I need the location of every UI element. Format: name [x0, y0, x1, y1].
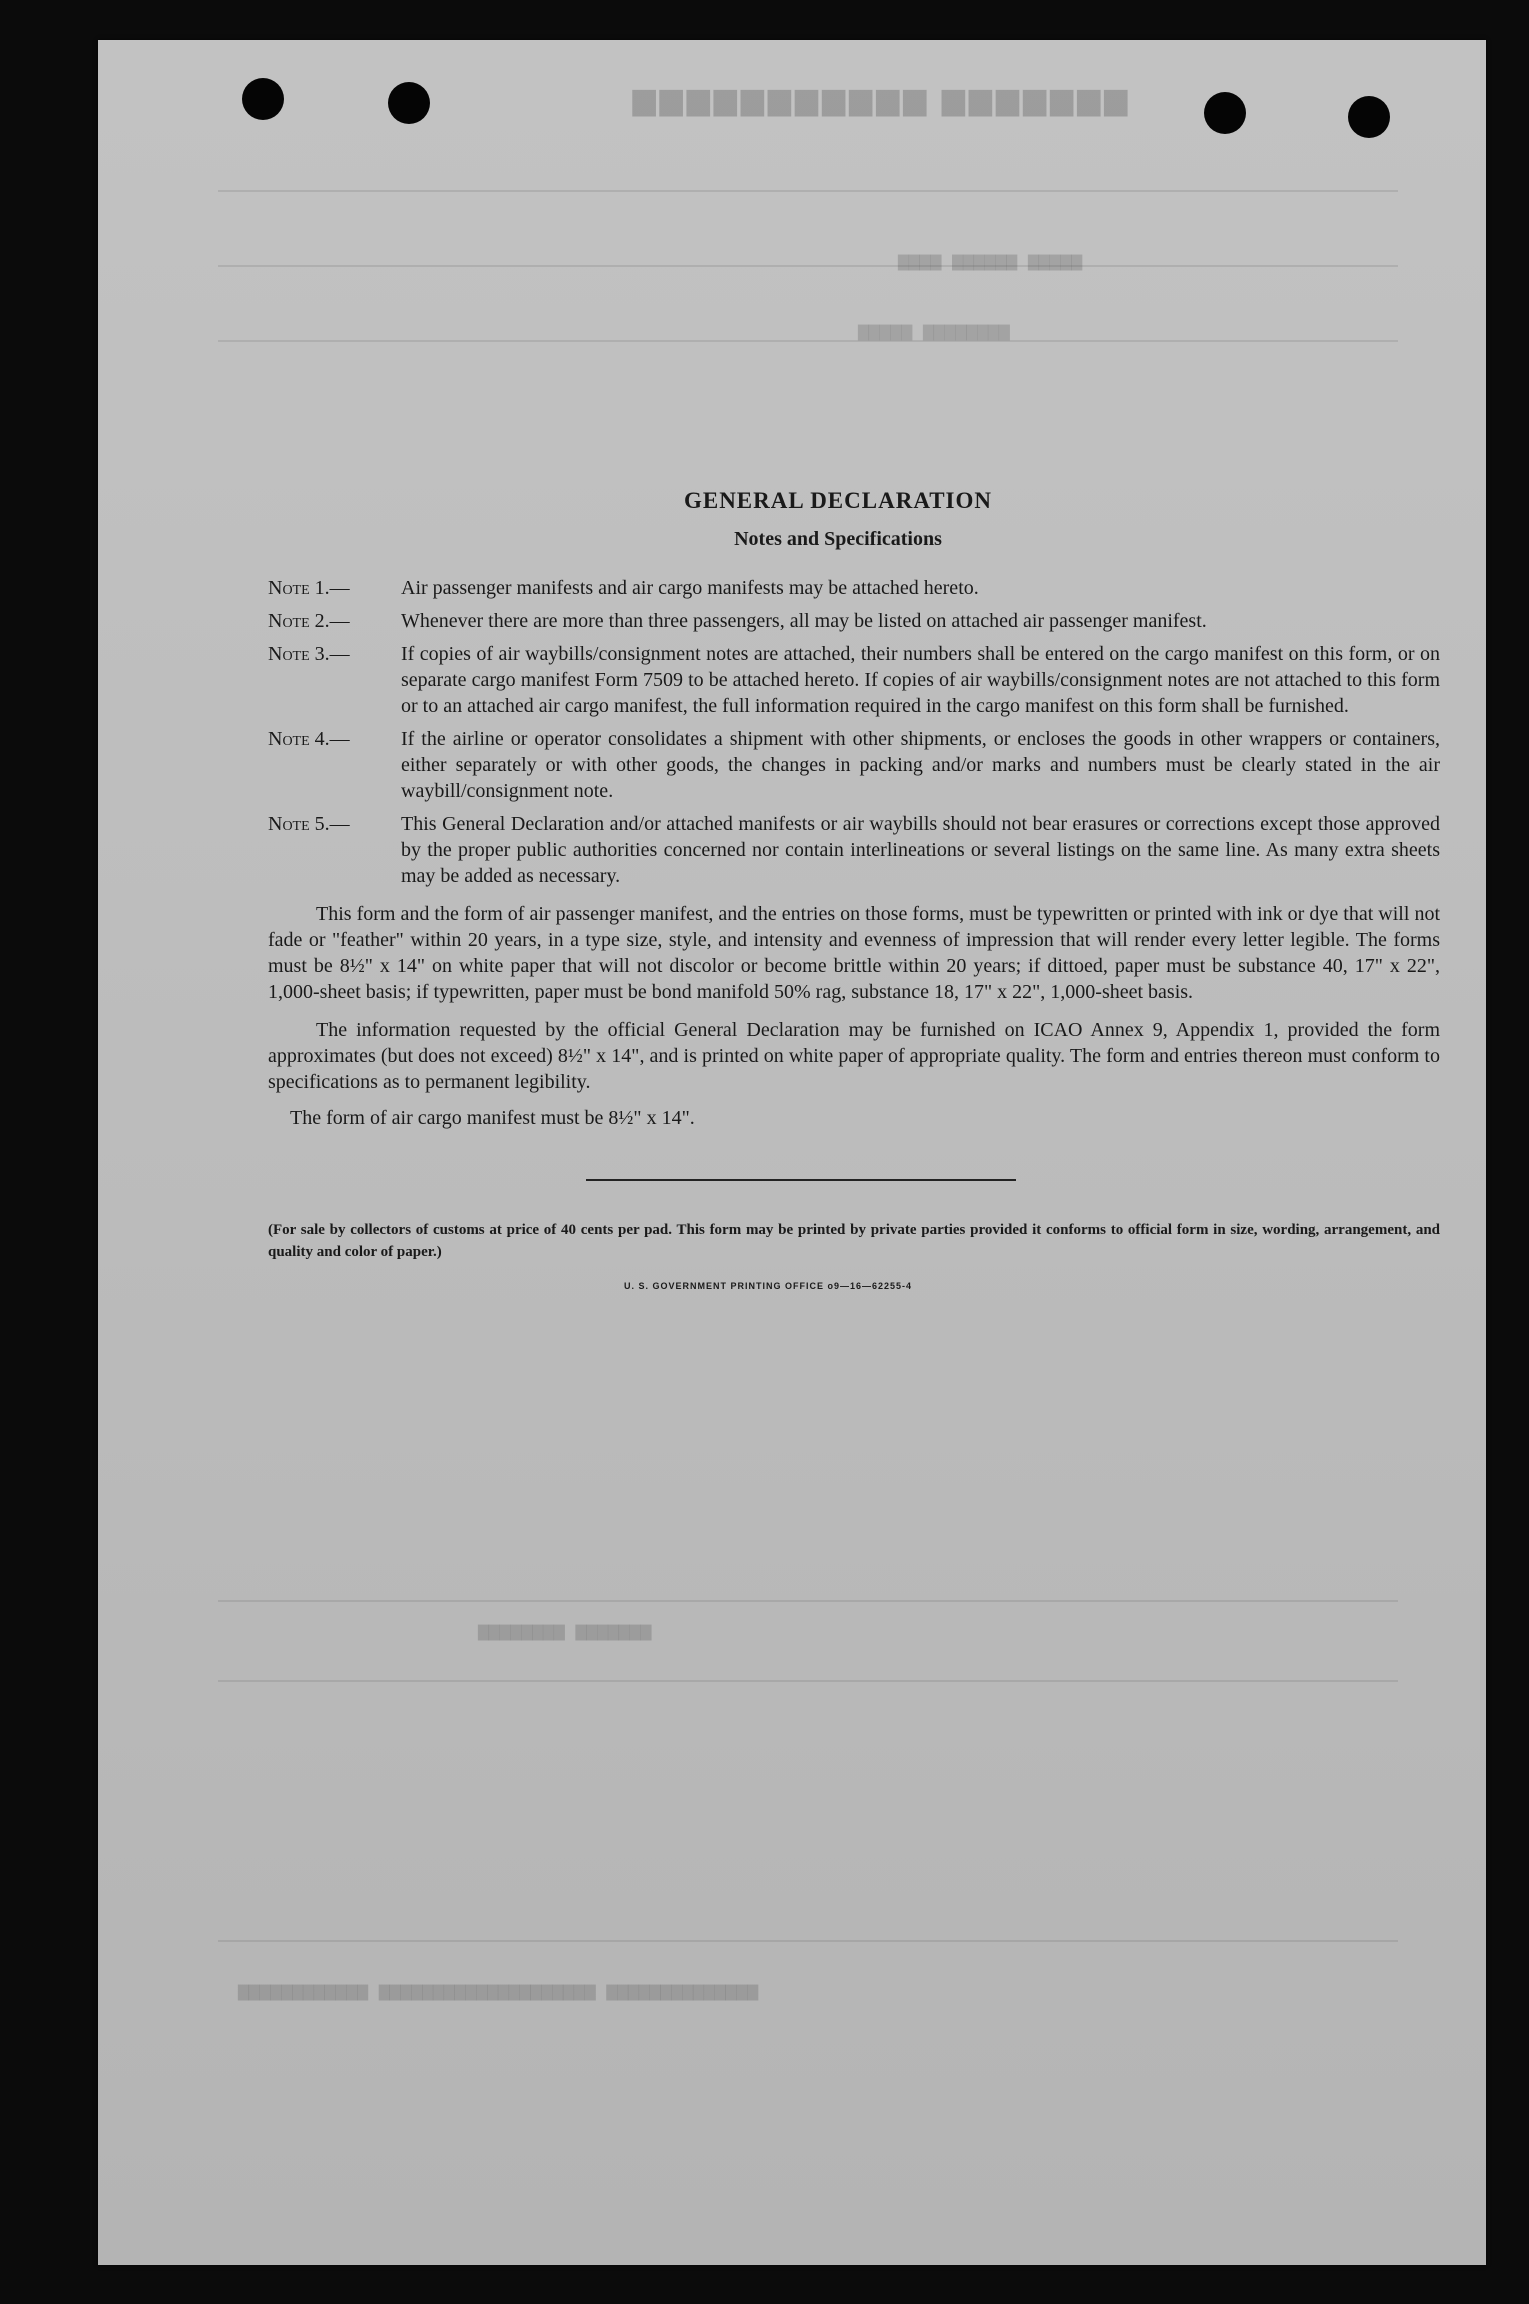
- printing-office-imprint: U. S. GOVERNMENT PRINTING OFFICE o9—16—62255-4: [623, 1281, 913, 1291]
- show-through-line: [218, 1680, 1398, 1682]
- sale-notice: (For sale by collectors of customs at price of 40 cents per pad. This form may be printed by private parties provided it conforms to official form in size, wording, arrangement, and quality and color of paper.): [268, 1222, 1440, 1260]
- note-text: If the airline or operator consolidates a shipment with other shipments, or encloses the goods in other wrappers or containers, either separately or with other goods, the changes in packing and/or marks and numbers must be clearly stated in the air waybill/consignment note.: [401, 728, 1440, 802]
- note-text: This General Declaration and/or attached manifests or air waybills should not bear erasures or corrections except those approved by the proper public authorities concerned nor contain interlineations or several listings on the same line. As many extra sheets may be added as necessary.: [401, 813, 1440, 887]
- show-through-text: ▆▆▆▆▆ ▆▆▆▆▆▆ ▆▆▆▆: [898, 252, 1083, 272]
- punch-hole-right-1: [1204, 92, 1246, 134]
- punch-hole-right-2: [1348, 96, 1390, 138]
- show-through-line: [218, 1600, 1398, 1602]
- note-1: [268, 575, 1440, 601]
- note-label: Note 4.—: [268, 728, 350, 750]
- note-label: Note 2.—: [268, 610, 350, 632]
- paragraph-cargo-manifest-size: The form of air cargo manifest must be 8½" x 14".: [290, 1107, 695, 1129]
- note-4: [268, 726, 1440, 804]
- document-page: [98, 40, 1486, 2265]
- paragraph-icao: The information requested by the official General Declaration may be furnished on ICAO Annex 9, Appendix 1, provided the form approximates (but does not exceed) 8½" x 14", and is printed on white paper of appropriate quality. The form and entries thereon must conform to specifications as to permanent legibility.: [268, 1019, 1440, 1093]
- note-text: Whenever there are more than three passengers, all may be listed on attached air passenger manifest.: [401, 610, 1207, 632]
- document-content: [268, 488, 1440, 1291]
- document-title: GENERAL DECLARATION: [683, 488, 993, 513]
- note-2: [268, 608, 1440, 634]
- show-through-text: ▆▆▆▆▆▆▆▆▆▆▆▆▆▆ ▆▆▆▆▆▆▆▆▆▆▆▆▆▆▆▆▆▆▆▆ ▆▆▆▆▆▆▆▆▆▆▆▆: [238, 1982, 759, 2002]
- note-label: Note 1.—: [268, 577, 350, 599]
- paragraph-form-requirements: This form and the form of air passenger manifest, and the entries on those forms, must be typewritten or printed with ink or dye that will not fade or "feather" within 20 years, in a type size, style, and intensity and evenness of impression that will render every letter legible. The forms must be 8½" x 14" on white paper that will not discolor or become brittle within 20 years; if dittoed, paper must be substance 40, 17" x 22", 1,000-sheet basis; if typewritten, paper must be bond manifold 50% rag, substance 18, 17" x 22", 1,000-sheet basis.: [268, 903, 1440, 1003]
- note-label: Note 3.—: [268, 643, 350, 665]
- note-label: Note 5.—: [268, 813, 350, 835]
- show-through-line: [218, 340, 1398, 342]
- show-through-text: ▆▆▆▆▆▆▆▆ ▆▆▆▆▆: [858, 322, 1010, 342]
- punch-hole-left-1: [242, 78, 284, 120]
- show-through-line: [218, 1940, 1398, 1942]
- show-through-line: [218, 190, 1398, 192]
- punch-hole-left-2: [388, 82, 430, 124]
- note-5: [268, 811, 1440, 889]
- note-3: [268, 641, 1440, 719]
- show-through-heading: ▆▆▆▆▆▆▆ ▆▆▆▆▆▆▆▆▆▆▆: [628, 83, 1128, 116]
- document-subtitle: Notes and Specifications: [734, 528, 942, 550]
- divider-rule: [586, 1179, 1016, 1181]
- note-text: If copies of air waybills/consignment notes are attached, their numbers shall be entered on the cargo manifest on this form, or on separate cargo manifest Form 7509 to be attached hereto. If copies of air waybills/consignment notes are not attached to this form or to an attached air cargo manifest, the full information required in the cargo manifest on this form shall be furnished.: [401, 643, 1440, 717]
- show-through-text: ▆▆▆▆▆▆▆ ▆▆▆▆▆▆▆▆: [478, 1622, 652, 1642]
- note-text: Air passenger manifests and air cargo manifests may be attached hereto.: [401, 577, 979, 599]
- show-through-line: [218, 265, 1398, 267]
